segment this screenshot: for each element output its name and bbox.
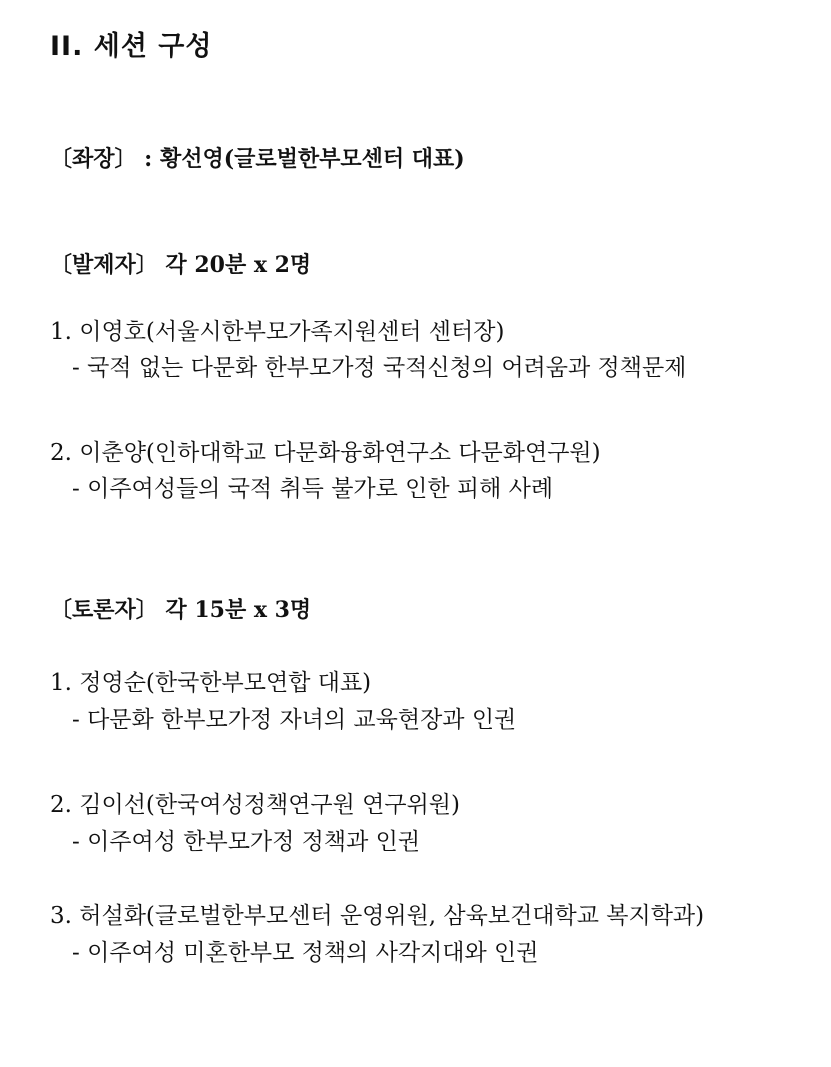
presenter-1-name: 1. 이영호(서울시한부모가족지원센터 센터장) — [50, 319, 505, 345]
chair-line: 〔좌장〕 : 황선영(글로벌한부모센터 대표) — [50, 146, 465, 172]
presenters-header: 〔발제자〕 각 20분 x 2명 — [50, 252, 312, 278]
presenter-1-topic: - 국적 없는 다문화 한부모가정 국적신청의 어려움과 정책문제 — [72, 355, 687, 381]
discussant-2-topic: - 이주여성 한부모가정 정책과 인권 — [72, 829, 421, 855]
discussant-3-topic: - 이주여성 미혼한부모 정책의 사각지대와 인권 — [72, 940, 539, 966]
discussant-1-topic: - 다문화 한부모가정 자녀의 교육현장과 인권 — [72, 707, 517, 733]
discussant-1-name: 1. 정영순(한국한부모연합 대표) — [50, 670, 372, 696]
section-title: II. 세션 구성 — [50, 31, 213, 62]
presenter-2-name: 2. 이춘양(인하대학교 다문화융화연구소 다문화연구원) — [50, 440, 601, 466]
discussant-3-name: 3. 허설화(글로벌한부모센터 운영위원, 삼육보건대학교 복지학과) — [50, 903, 705, 929]
discussants-header: 〔토론자〕 각 15분 x 3명 — [50, 597, 312, 623]
discussant-2-name: 2. 김이선(한국여성정책연구원 연구위원) — [50, 792, 461, 818]
presenter-2-topic: - 이주여성들의 국적 취득 불가로 인한 피해 사례 — [72, 476, 554, 502]
